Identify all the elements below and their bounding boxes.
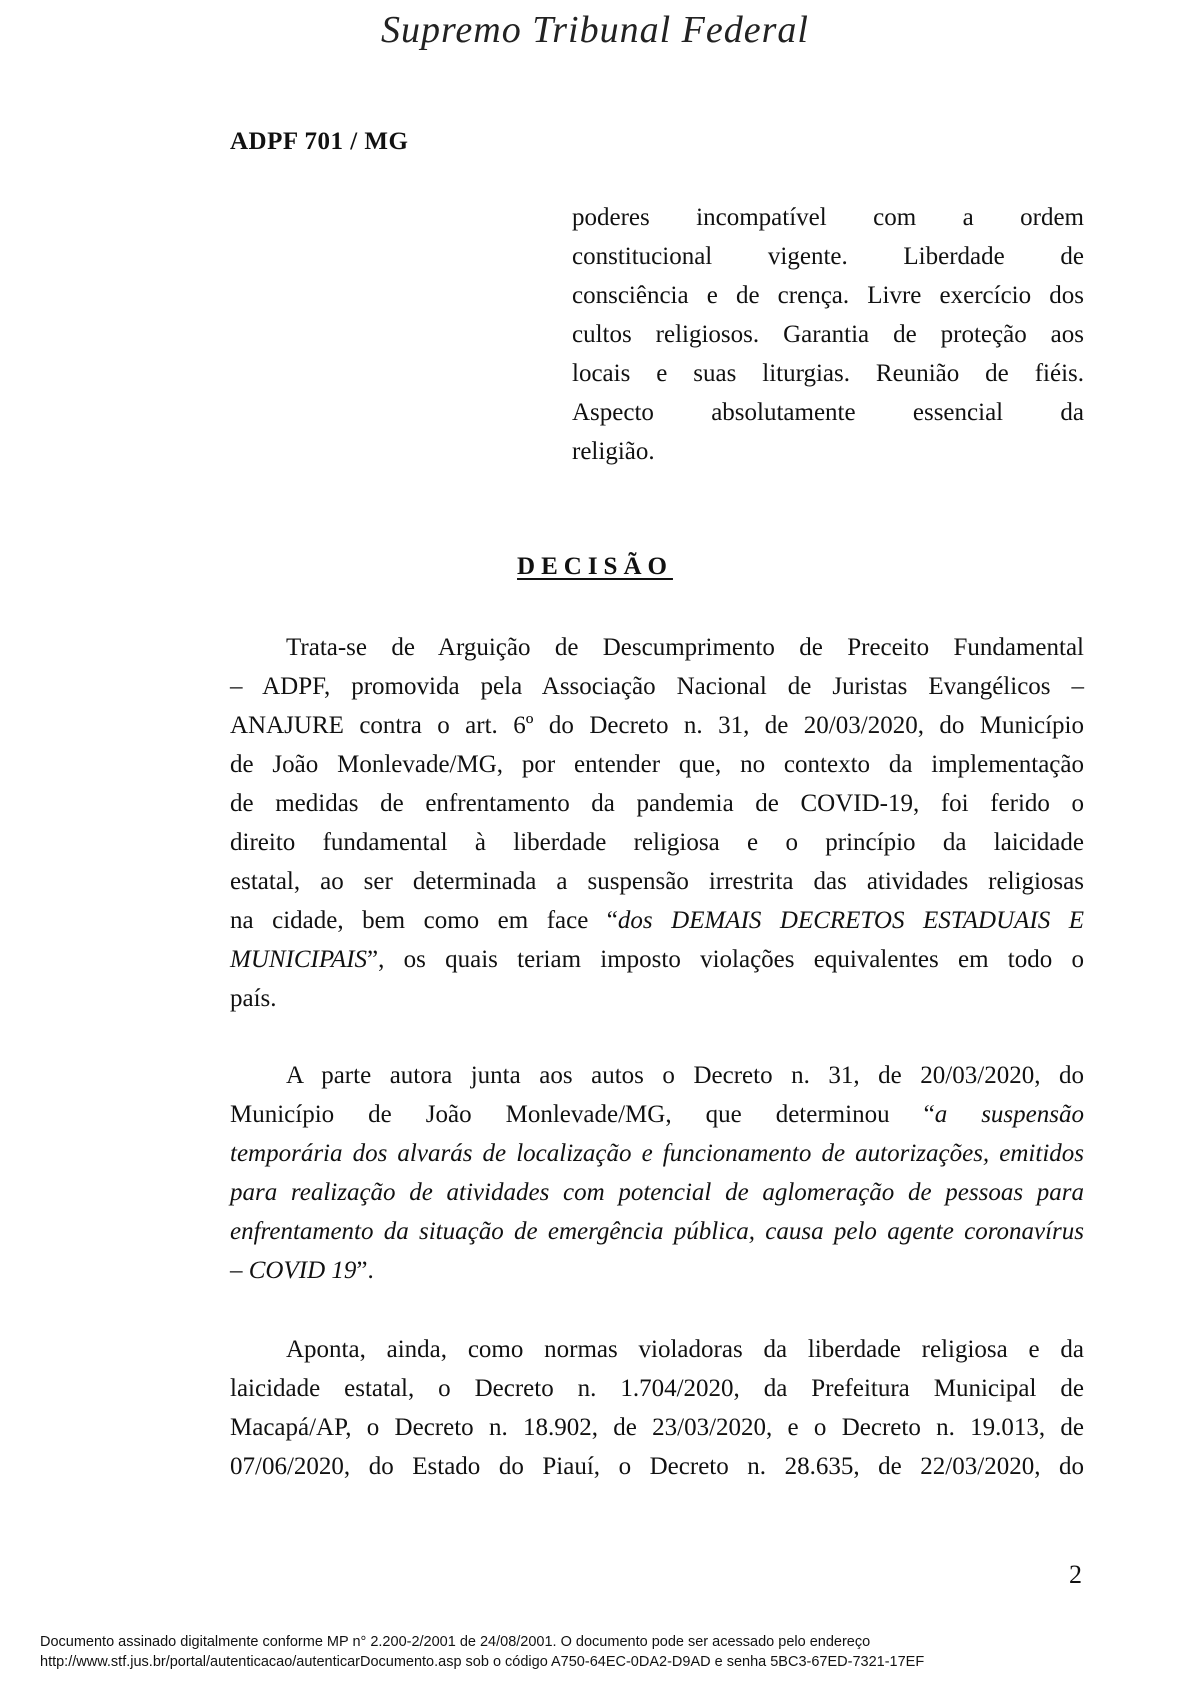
decision-title: DECISÃO (517, 553, 673, 580)
paragraph-line: ANAJURE contra o art. 6º do Decreto n. 31, de 20/03/2020, do Município (230, 712, 1084, 739)
text-run: na cidade, bem como em face “ (230, 907, 618, 934)
paragraph-line (230, 1095, 1084, 1134)
paragraph-line: país. (230, 985, 277, 1012)
ementa-line: cultos religiosos. Garantia de proteção aos (572, 321, 1084, 348)
paragraph-3 (230, 1330, 1084, 1486)
text-run: ”. (356, 1257, 374, 1284)
paragraph-line: Aponta, ainda, como normas violadoras da liberdade religiosa e da (286, 1336, 1084, 1363)
paragraph-1 (230, 628, 1084, 1018)
court-header: Supremo Tribunal Federal (381, 9, 809, 51)
paragraph-line: para realização de atividades com potencial de aglomeração de pessoas para (230, 1179, 1084, 1206)
ementa-line: constitucional vigente. Liberdade de (572, 243, 1084, 270)
signature-footer (40, 1632, 1160, 1672)
paragraph-line: temporária dos alvarás de localização e funcionamento de autorizações, emitidos (230, 1140, 1084, 1167)
italic-quote: MUNICIPAIS (230, 946, 368, 973)
paragraph-line (230, 901, 1084, 940)
paragraph-line: laicidade estatal, o Decreto n. 1.704/2020, da Prefeitura Municipal de (230, 1375, 1084, 1402)
ementa-line: consciência e de crença. Livre exercício dos (572, 282, 1084, 309)
paragraph-line (230, 940, 1084, 979)
footer-line: http://www.stf.jus.br/portal/autenticacao/autenticarDocumento.asp sob o código A750-64EC-0DA2-D9AD e senha 5BC3-67ED-7321-17EF (40, 1654, 925, 1670)
ementa-line: poderes incompatível com a ordem (572, 204, 1084, 231)
paragraph-line (230, 1251, 1084, 1290)
paragraph-line: de medidas de enfrentamento da pandemia de COVID-19, foi ferido o (230, 790, 1084, 817)
paragraph-line: Macapá/AP, o Decreto n. 18.902, de 23/03/2020, e o Decreto n. 19.013, de (230, 1414, 1084, 1441)
text-run: ”, os quais teriam imposto violações equivalentes em todo o (367, 946, 1084, 973)
ementa-line: Aspecto absolutamente essencial da (572, 399, 1084, 426)
paragraph-line: – ADPF, promovida pela Associação Nacional de Juristas Evangélicos – (230, 673, 1084, 700)
case-identifier: ADPF 701 / MG (230, 128, 409, 155)
paragraph-line: enfrentamento da situação de emergência pública, causa pelo agente coronavírus (230, 1218, 1084, 1245)
italic-quote: a suspensão (934, 1101, 1084, 1128)
paragraph-line: direito fundamental à liberdade religiosa e o princípio da laicidade (230, 829, 1084, 856)
paragraph-2 (230, 1056, 1084, 1290)
ementa-line: locais e suas liturgias. Reunião de fiéis. (572, 360, 1084, 387)
footer-line: Documento assinado digitalmente conforme MP n° 2.200-2/2001 de 24/08/2001. O documento pode ser acessado pelo endereço (40, 1634, 871, 1650)
paragraph-line: A parte autora junta aos autos o Decreto n. 31, de 20/03/2020, do (286, 1062, 1084, 1089)
paragraph-line: estatal, ao ser determinada a suspensão irrestrita das atividades religiosas (230, 868, 1084, 895)
italic-quote: dos DEMAIS DECRETOS ESTADUAIS E (617, 907, 1085, 934)
paragraph-line: Trata-se de Arguição de Descumprimento de Preceito Fundamental (286, 634, 1084, 661)
paragraph-line: 07/06/2020, do Estado do Piauí, o Decreto n. 28.635, de 22/03/2020, do (230, 1453, 1084, 1480)
text-run: Município de João Monlevade/MG, que determinou “ (230, 1101, 935, 1128)
page-number: 2 (1069, 1560, 1082, 1589)
ementa-block (572, 198, 1084, 471)
ementa-line: religião. (572, 438, 655, 465)
paragraph-line: de João Monlevade/MG, por entender que, no contexto da implementação (230, 751, 1084, 778)
italic-quote: – COVID 19 (230, 1257, 357, 1284)
